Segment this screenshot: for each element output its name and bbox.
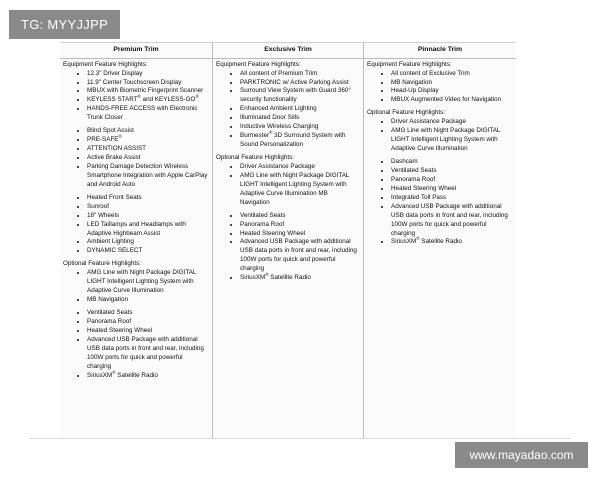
section-heading: Equipment Feature Highlights:: [367, 60, 452, 68]
feature-item: • Ventilated Seats: [391, 167, 512, 176]
feature-item: • Heated Steering Wheel: [391, 185, 512, 194]
feature-item: • AMG Line with Night Package DIGITAL LIGHT Intelligent Lighting System with Adaptive Curve Illumination: [391, 127, 512, 154]
feature-item: • SiriusXM® Satellite Radio: [391, 238, 512, 247]
feature-item: • SiriusXM® Satellite Radio: [87, 372, 208, 381]
feature-item: • Illuminated Door Sills: [240, 114, 359, 123]
feature-item: • Burmester® 3D Surround System with Sound Personalization: [240, 132, 359, 150]
feature-list: [63, 269, 208, 305]
feature-list: [63, 70, 208, 124]
feature-item: • KEYLESS START® and KEYLESS-GO®: [87, 96, 208, 105]
feature-item: • Inductive Wireless Charging: [240, 123, 359, 132]
trim-columns: [60, 43, 516, 439]
feature-list: [367, 70, 512, 106]
feature-item: • HANDS-FREE ACCESS with Electronic Trunk Closer: [87, 105, 208, 123]
trim-column: [213, 43, 364, 439]
trim-title: Premium Trim: [60, 43, 212, 59]
feature-item: • LED Taillamps and Headlamps with Adaptive Highbeam Assist: [87, 221, 208, 239]
feature-item: • Integrated Toll Pass: [391, 194, 512, 203]
feature-item: • 11.9" Center Touchscreen Display: [87, 79, 208, 88]
feature-item: • ATTENTION ASSIST: [87, 145, 208, 154]
feature-item: • 18" Wheels: [87, 212, 208, 221]
trim-column: [364, 43, 516, 439]
feature-item: • All content of Exclusive Trim: [391, 70, 512, 79]
feature-list: [63, 194, 208, 257]
section-heading: Equipment Feature Highlights:: [63, 60, 148, 68]
feature-item: • Advanced USB Package with additional USB data ports in front and rear, including 100W ports for quick and powerful charging: [87, 336, 208, 372]
feature-item: • Surround View System with Guard 360° security functionality: [240, 87, 359, 105]
divider: [30, 438, 570, 439]
feature-item: • AMG Line with Night Package DIGITAL LIGHT Intelligent Lighting System with Adaptive Curve Illumination: [87, 269, 208, 296]
feature-item: • Panorama Roof: [240, 221, 359, 230]
feature-item: • MBUX Augmented Video for Navigation: [391, 96, 512, 105]
feature-item: • Ventilated Seats: [240, 212, 359, 221]
feature-list: [63, 309, 208, 381]
feature-item: • MBUX with Biometric Fingerprint Scanner: [87, 87, 208, 96]
feature-item: • Parking Damage Detection Wireless Smartphone Integration with Apple CarPlay and Android Auto: [87, 163, 208, 190]
trim-title: Pinnacle Trim: [364, 43, 516, 59]
feature-item: • Heated Steering Wheel: [240, 230, 359, 239]
trim-column: [60, 43, 213, 439]
trim-comparison-sheet: [60, 42, 516, 439]
feature-item: • Active Brake Assist: [87, 154, 208, 163]
trim-title: Exclusive Trim: [213, 43, 363, 59]
feature-item: • PARKTRONIC w/ Active Parking Assist: [240, 79, 359, 88]
watermark-site: www.mayadao.com: [455, 442, 588, 468]
section-heading: Optional Feature Highlights:: [216, 154, 295, 162]
feature-item: • MB Navigation: [87, 296, 208, 305]
section-heading: Equipment Feature Highlights:: [216, 60, 301, 68]
feature-item: • Advanced USB Package with additional USB data ports in front and rear, including 100W ports for quick and powerful charging: [240, 238, 359, 274]
feature-item: • All content of Premium Trim: [240, 70, 359, 79]
feature-item: • Blind Spot Assist: [87, 127, 208, 136]
feature-item: • Panorama Roof: [391, 176, 512, 185]
feature-item: • Heated Steering Wheel: [87, 327, 208, 336]
feature-item: • Sunroof: [87, 203, 208, 212]
feature-item: • DYNAMIC SELECT: [87, 247, 208, 256]
feature-item: • Ambient Lighting: [87, 238, 208, 247]
feature-item: • Ventilated Seats: [87, 309, 208, 318]
feature-list: [216, 70, 359, 150]
feature-item: • Dashcam: [391, 158, 512, 167]
feature-item: • Enhanced Ambient Lighting: [240, 105, 359, 114]
feature-item: • AMG Line with Night Package DIGITAL LIGHT Intelligent Lighting System with Adaptive Curve Illumination MB Navigation: [240, 172, 359, 208]
feature-item: • SiriusXM® Satellite Radio: [240, 274, 359, 283]
watermark-tag: TG: MYYJJPP: [9, 10, 120, 39]
feature-item: • Advanced USB Package with additional USB data ports in front and rear, including 100W ports for quick and powerful charging: [391, 203, 512, 239]
feature-item: • 12.3" Driver Display: [87, 70, 208, 79]
feature-item: • Driver Assistance Package: [240, 163, 359, 172]
feature-item: • MB Navigation: [391, 79, 512, 88]
feature-list: [216, 212, 359, 284]
feature-list: [367, 118, 512, 154]
feature-item: • Driver Assistance Package: [391, 118, 512, 127]
section-heading: Optional Feature Highlights:: [63, 260, 142, 268]
feature-item: • PRE-SAFE®: [87, 136, 208, 145]
feature-item: • Heated Front Seats: [87, 194, 208, 203]
feature-list: [367, 158, 512, 247]
feature-list: [63, 127, 208, 190]
feature-list: [216, 163, 359, 208]
feature-item: • Head-Up Display: [391, 87, 512, 96]
section-heading: Optional Feature Highlights:: [367, 109, 446, 117]
feature-item: • Panorama Roof: [87, 318, 208, 327]
